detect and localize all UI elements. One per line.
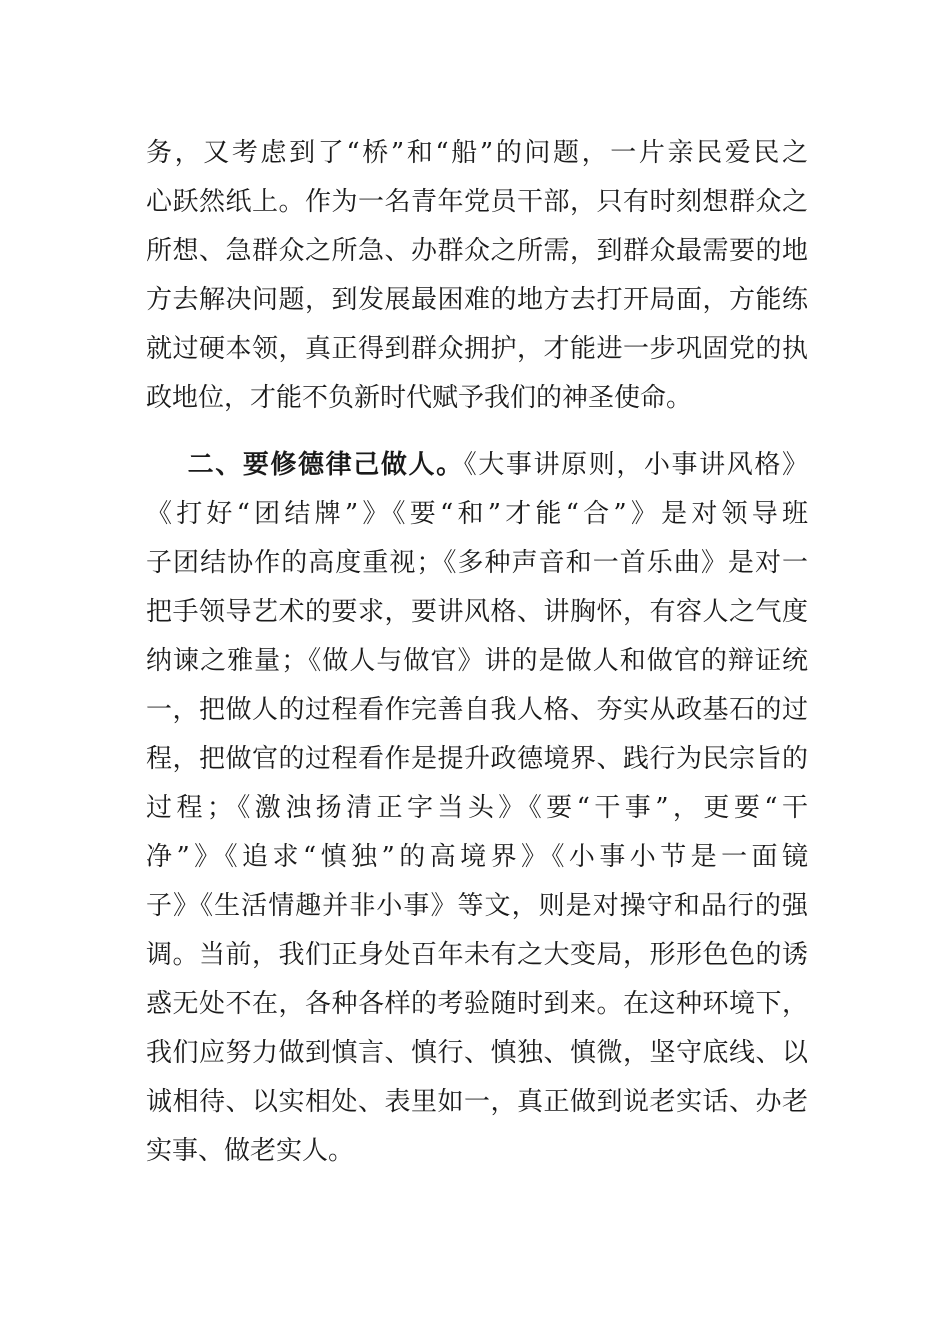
text-line: 一，把做人的过程看作完善自我人格、夯实从政基石的过 (146, 695, 808, 725)
text-line: 诚相待、以实相处、表里如一，真正做到说老实话、办老 (146, 1087, 808, 1117)
text-line: 过程；《激浊扬清正字当头》《要“干事”，更要“干 (146, 793, 808, 823)
text-line: 净”》《追求“慎独”的高境界》《小事小节是一面镜 (146, 842, 808, 872)
text-line: 程，把做官的过程看作是提升政德境界、践行为民宗旨的 (146, 744, 808, 774)
text-line: 就过硬本领，真正得到群众拥护，才能进一步巩固党的执 (146, 334, 808, 364)
text-line: 《打好“团结牌”》《要“和”才能“合”》是对领导班 (146, 499, 808, 529)
text-line: 所想、急群众之所急、办群众之所需，到群众最需要的地 (146, 236, 808, 266)
text-line: 纳谏之雅量；《做人与做官》讲的是做人和做官的辩证统 (146, 646, 808, 676)
text-line: 把手领导艺术的要求，要讲风格、讲胸怀，有容人之气度 (146, 597, 808, 627)
text-line: 务，又考虑到了“桥”和“船”的问题，一片亲民爱民之 (146, 138, 808, 168)
text-line: 子团结协作的高度重视；《多种声音和一首乐曲》是对一 (146, 548, 808, 578)
text-line: 子》《生活情趣并非小事》等文，则是对操守和品行的强 (146, 891, 808, 921)
paragraph-1 (146, 129, 808, 423)
text-line: 实事、做老实人。 (146, 1136, 355, 1166)
text-line: 政地位，才能不负新时代赋予我们的神圣使命。 (146, 383, 693, 413)
section-heading: 二、要修德律己做人。 (186, 450, 464, 480)
paragraph-2 (146, 441, 808, 1176)
text-line: 心跃然纸上。作为一名青年党员干部，只有时刻想群众之 (146, 187, 808, 217)
text-line: 我们应努力做到慎言、慎行、慎独、慎微，坚守底线、以 (146, 1038, 808, 1068)
text-line: 惑无处不在，各种各样的考验随时到来。在这种环境下， (146, 989, 808, 1019)
paragraph-2-first-line (146, 441, 808, 490)
text-fragment: 《大事讲原则，小事讲风格》 (463, 450, 808, 480)
text-line: 方去解决问题，到发展最困难的地方去打开局面，方能练 (146, 285, 808, 315)
text-line: 调。当前，我们正身处百年未有之大变局，形形色色的诱 (146, 940, 808, 970)
